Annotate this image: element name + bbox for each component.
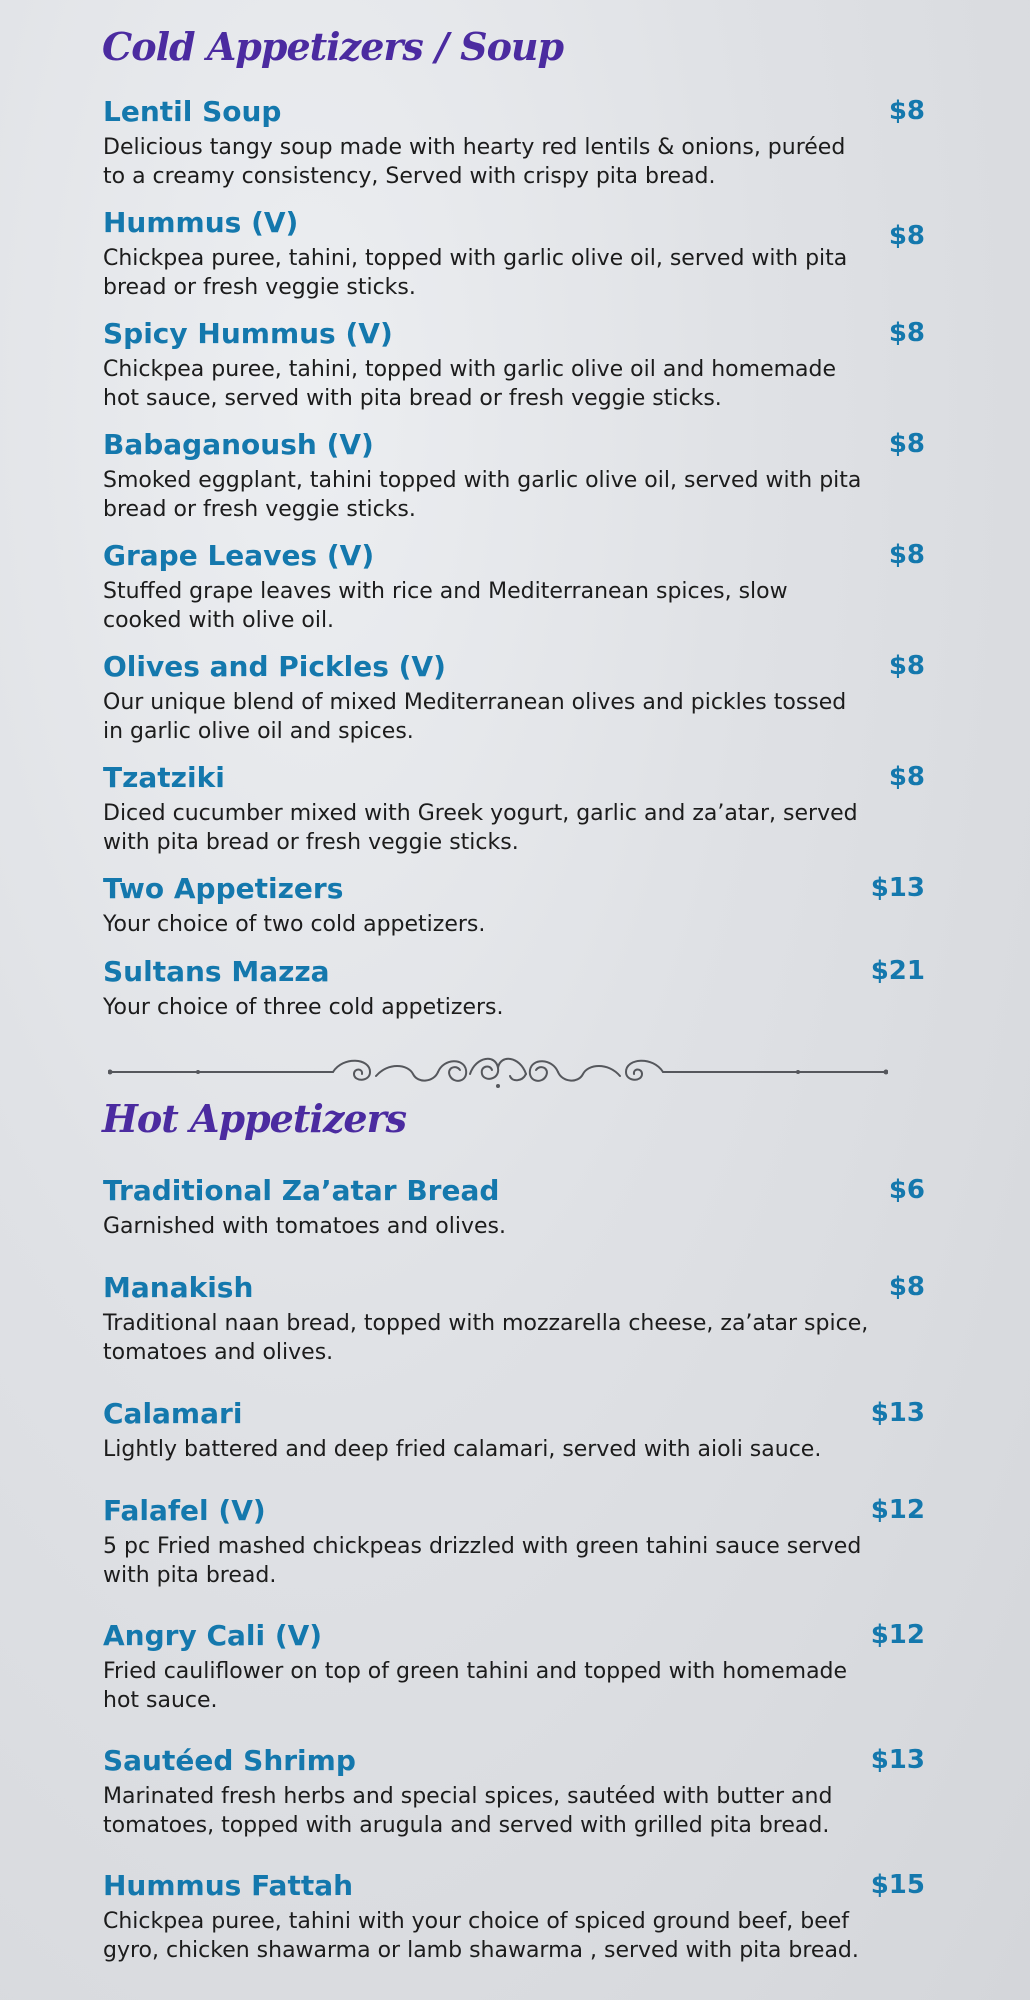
menu-item — [103, 761, 925, 857]
item-name: Sautéed Shrimp — [103, 1744, 356, 1777]
menu-item — [103, 1271, 925, 1367]
item-description: 5 pc Fried mashed chickpeas drizzled with green tahini sauce served with pita bread. — [103, 1534, 862, 1588]
menu-item — [103, 1494, 925, 1590]
item-price: $21 — [870, 956, 925, 986]
menu-item — [103, 1744, 925, 1840]
item-price: $13 — [870, 1398, 925, 1428]
item-description: Chickpea puree, tahini, topped with garlic olive oil and homemade hot sauce, served with pita bread or fresh veggie sticks. — [103, 357, 837, 411]
item-description: Smoked eggplant, tahini topped with garlic olive oil, served with pita bread or fresh veggie sticks. — [103, 468, 862, 522]
item-name: Sultans Mazza — [103, 955, 330, 988]
menu-item — [103, 206, 925, 302]
item-name: Babaganoush (V) — [103, 428, 374, 461]
item-name: Hummus (V) — [103, 206, 299, 239]
item-name: Olives and Pickles (V) — [103, 650, 446, 683]
item-name: Lentil Soup — [103, 95, 282, 128]
menu-item — [103, 1397, 925, 1464]
item-name: Spicy Hummus (V) — [103, 317, 393, 350]
menu-item — [103, 95, 925, 191]
item-price: $8 — [888, 1272, 925, 1302]
item-price: $8 — [888, 96, 925, 126]
item-price: $13 — [870, 873, 925, 903]
ornamental-scroll-divider-icon — [108, 1050, 888, 1094]
item-description: Your choice of two cold appetizers. — [103, 912, 486, 937]
item-description: Traditional naan bread, topped with mozzarella cheese, za’atar spice, tomatoes and olives. — [103, 1311, 869, 1365]
menu-item — [103, 1619, 925, 1715]
item-name: Traditional Za’atar Bread — [103, 1174, 500, 1207]
menu-item — [103, 955, 925, 1022]
menu-item — [103, 650, 925, 746]
item-price: $8 — [888, 429, 925, 459]
menu-item — [103, 428, 925, 524]
item-name: Hummus Fattah — [103, 1869, 354, 1902]
item-name: Grape Leaves (V) — [103, 539, 375, 572]
item-price: $8 — [888, 318, 925, 348]
item-price: $8 — [888, 651, 925, 681]
item-name: Angry Cali (V) — [103, 1619, 323, 1652]
menu-item — [103, 1174, 925, 1241]
item-price: $8 — [888, 221, 925, 251]
item-description: Your choice of three cold appetizers. — [103, 995, 504, 1020]
item-price: $6 — [888, 1175, 925, 1205]
item-name: Calamari — [103, 1397, 243, 1430]
item-price: $8 — [888, 762, 925, 792]
item-name: Manakish — [103, 1271, 254, 1304]
menu-item — [103, 1869, 925, 1965]
menu-item — [103, 317, 925, 413]
item-name: Tzatziki — [103, 761, 225, 794]
item-price: $15 — [870, 1870, 925, 1900]
item-description: Our unique blend of mixed Mediterranean olives and pickles tossed in garlic olive oil and spices. — [103, 690, 847, 744]
hot-section-title: Hot Appetizers — [102, 1096, 406, 1141]
menu-item — [103, 539, 925, 635]
item-description: Diced cucumber mixed with Greek yogurt, garlic and za’atar, served with pita bread or fresh veggie sticks. — [103, 801, 858, 855]
item-price: $12 — [870, 1495, 925, 1525]
item-description: Stuffed grape leaves with rice and Mediterranean spices, slow cooked with olive oil. — [103, 579, 788, 633]
item-price: $13 — [870, 1745, 925, 1775]
item-description: Marinated fresh herbs and special spices, sautéed with butter and tomatoes, topped with arugula and served with grilled pita bread. — [103, 1784, 833, 1838]
item-description: Fried cauliflower on top of green tahini and topped with homemade hot sauce. — [103, 1659, 848, 1713]
item-description: Chickpea puree, tahini with your choice of spiced ground beef, beef gyro, chicken shawarma or lamb shawarma , served with pita bread. — [103, 1909, 859, 1963]
menu-item — [103, 872, 925, 939]
item-name: Falafel (V) — [103, 1494, 266, 1527]
item-price: $8 — [888, 540, 925, 570]
item-description: Delicious tangy soup made with hearty red lentils & onions, puréed to a creamy consistency, Served with crispy pita bread. — [103, 135, 846, 189]
cold-section-title: Cold Appetizers / Soup — [102, 24, 564, 69]
item-description: Garnished with tomatoes and olives. — [103, 1214, 506, 1239]
item-name: Two Appetizers — [103, 872, 344, 905]
item-price: $12 — [870, 1620, 925, 1650]
item-description: Lightly battered and deep fried calamari, served with aioli sauce. — [103, 1437, 822, 1462]
item-description: Chickpea puree, tahini, topped with garlic olive oil, served with pita bread or fresh veggie sticks. — [103, 246, 848, 300]
